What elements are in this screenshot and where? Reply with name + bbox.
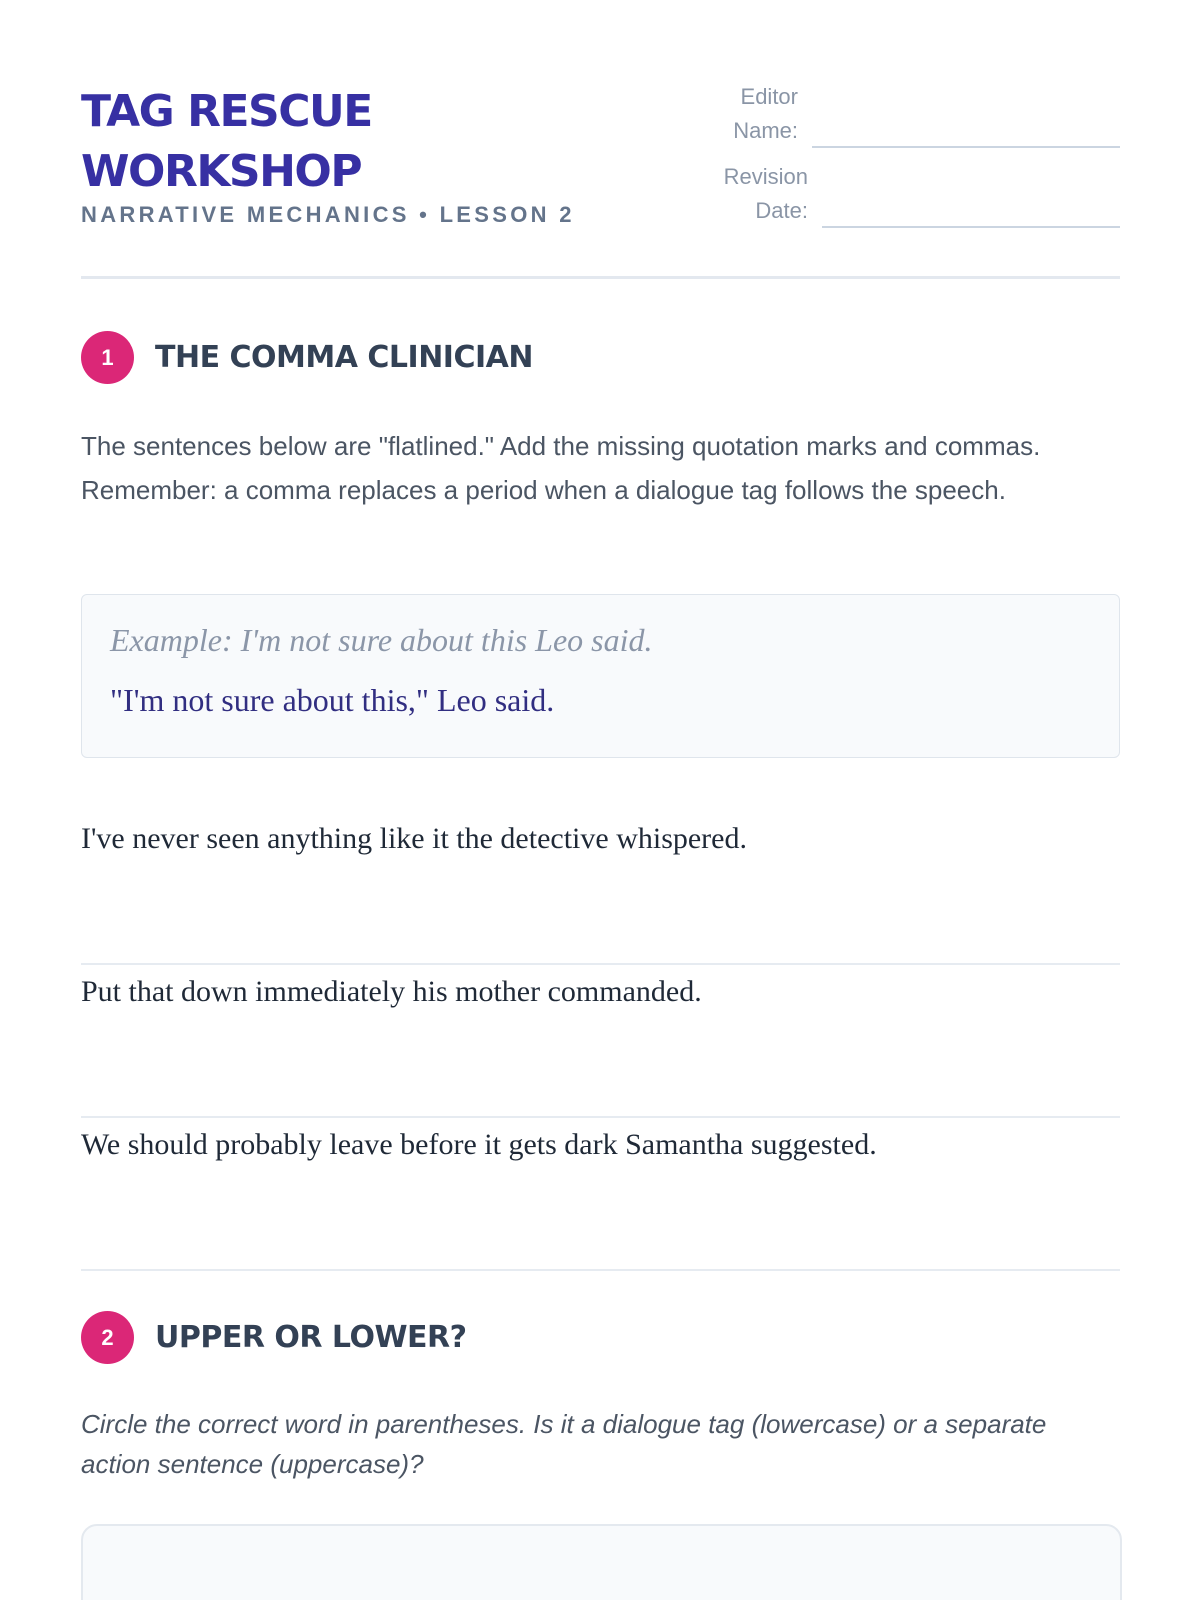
example-answer: "I'm not sure about this," Leo said. xyxy=(110,682,555,718)
exercise-1[interactable] xyxy=(81,810,1120,965)
worksheet-page xyxy=(81,0,1120,1600)
example-prompt: Example: I'm not sure about this Leo said. xyxy=(110,622,653,658)
exercise-2-sentence: Put that down immediately his mother commanded. xyxy=(81,975,702,1008)
worksheet-title: TAG RESCUE WORKSHOP xyxy=(81,86,372,197)
exercise-2[interactable] xyxy=(81,963,1120,1118)
section-1-heading xyxy=(81,331,533,384)
worksheet-subtitle: NARRATIVE MECHANICS • LESSON 2 xyxy=(81,202,575,227)
revision-date-field xyxy=(698,160,1120,228)
exercise-3-sentence: We should probably leave before it gets dark Samantha suggested. xyxy=(81,1128,877,1161)
section-2-number-badge: 2 xyxy=(81,1311,134,1364)
section-1-instructions: The sentences below are "flatlined." Add the missing quotation marks and commas. Remember: a comma replaces a period when a dialogue tag follows the speech. xyxy=(81,431,1041,505)
worksheet-header xyxy=(81,80,1120,279)
editor-name-label: Editor Name: xyxy=(733,84,798,143)
exercise-3[interactable] xyxy=(81,1116,1120,1271)
section-2-exercise-box xyxy=(81,1524,1122,1600)
revision-date-blank[interactable] xyxy=(822,220,1120,228)
exercise-1-sentence: I've never seen anything like it the detective whispered. xyxy=(81,822,747,855)
revision-date-label: Revision Date: xyxy=(723,164,808,223)
editor-name-field xyxy=(698,80,1120,148)
section-2-heading xyxy=(81,1311,467,1364)
section-2-instructions: Circle the correct word in parentheses. Is it a dialogue tag (lowercase) or a separate action sentence (uppercase)? xyxy=(81,1409,1047,1479)
section-2-title: UPPER OR LOWER? xyxy=(155,1320,467,1355)
editor-name-blank[interactable] xyxy=(812,140,1120,148)
example-box xyxy=(81,594,1120,758)
section-1-title: THE COMMA CLINICIAN xyxy=(155,340,533,375)
section-1-number-badge: 1 xyxy=(81,331,134,384)
